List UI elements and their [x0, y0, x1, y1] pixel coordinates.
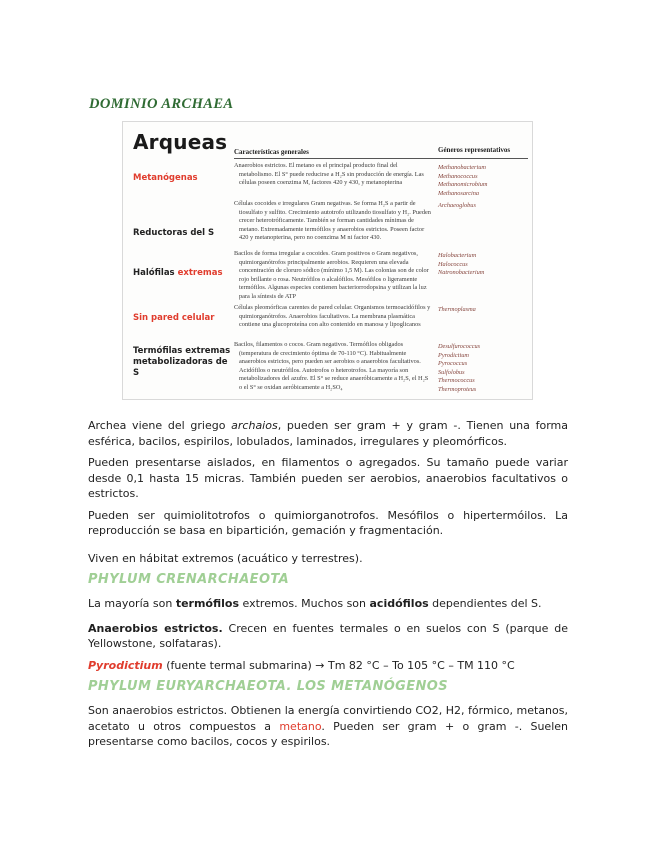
row-characteristics-halofilas: Bacilos de forma irregular a cocoides. Gram positivos o Gram negativos, quimiorganótrofos principalmente aerobios. Requieren una elevada concentración de cloruro sódico (mínimo 1,5 M). Las colonias son de color rojo brillante o rosa. Neutrófilos o alcalófilos. Mesófilos o ligeramente termófilos. Algunas especies contienen bacteriorrodopsina y utilizan la luz para la síntesis de ATP: [234, 250, 429, 300]
row-label-reductoras: [133, 228, 231, 239]
paragraph-text: extremos. Muchos son: [239, 597, 370, 610]
row-label-metanogenas: [133, 173, 231, 184]
bold-term-termofilos: termófilos: [175, 597, 240, 610]
row-genera-termofilas: Desulfurococcus Pyrodictium Pyrococcus Sulfolobus Thermococcus Thermoproteus: [438, 343, 481, 393]
paragraph-text: (fuente termal submarina) → Tm 82 °C – To 105 °C – TM 110 °C: [162, 658, 515, 672]
paragraph-text: Son anaerobios estrictos. Obtienen la energía convirtiendo CO2, H2, fórmico, metanos, acetato u otros compuestos a: [88, 704, 568, 733]
paragraph-habitat: Viven en hábitat extremos (acuático y terrestres).: [88, 551, 363, 565]
row-genera-halofilas: Halobacterium Halococcus Natronobacterium: [438, 252, 485, 277]
row-genera-sin-pared: Thermoplasma: [438, 306, 476, 313]
bold-term-anaerobios: Anaerobios estrictos.: [88, 621, 223, 635]
column-header-genera: Géneros representativos: [438, 146, 511, 154]
paragraph-metanogenos: [88, 703, 568, 750]
paragraph-pyrodictium: [88, 658, 568, 674]
row-label-halofilas: [133, 268, 231, 279]
row-label-red-text: extremas: [177, 268, 223, 278]
row-label-text: Reductoras del S: [133, 228, 215, 238]
paragraph-presentacion: Pueden presentarse aislados, en filamentos o agregados. Su tamaño puede variar desde 0,1 hasta 15 micras. También pueden ser aerobios, anaerobios facultativos o estrictos.: [88, 456, 568, 500]
row-label-text: Termófilas extremas metabolizadoras de S: [133, 346, 231, 378]
header-rule: [234, 158, 528, 159]
paragraph-text: . Pueden ser gram + o gram -. Suelen presentarse como bacilos, cocos y espirilos.: [88, 719, 568, 748]
row-label-text: Halófilas: [133, 268, 178, 278]
paragraph-text: Archea viene del griego: [88, 419, 232, 432]
heading-phylum-euryarchaeota: PHYLUM EURYARCHAEOTA. LOS METANÓGENOS: [88, 679, 449, 694]
row-characteristics-metanogenas: Anaerobios estrictos. El metano es el principal producto final del metabolismo. El S° puede reducirse a H₂S sin producción de energía. Las células poseen coenzima M, factores 420 y 430, y metanopterina: [234, 162, 424, 187]
archaea-table-figure: [122, 121, 533, 400]
page-title: DOMINIO ARCHAEA: [89, 96, 234, 112]
genus-pyrodictium: Pyrodictium: [88, 658, 163, 672]
body-text: [88, 418, 568, 756]
row-label-red-text: Metanógenas: [133, 173, 198, 183]
row-label-sin-pared: [133, 313, 231, 324]
row-characteristics-termofilas: Bacilos, filamentos o cocos. Gram negativos. Termófilos obligados (temperatura de crecimiento óptima de 70-110 °C). Habitualmente anaerobios estrictos, pero pueden ser aerobios o anaerobios facultativos. Acidófilos o neutrófilos. Autotrofos o heterotrofos. La mayoría son metabolizadores del azufre. El S° se reduce anaeróbicamente a H₂S, el H₂S o el S° se oxidan aeróbicamente a H₂SO₄: [234, 341, 429, 391]
row-characteristics-reductoras: Células cocoides e irregulares Gram negativas. Se forma H₂S a partir de tiosulfato y sulfito. Crecimiento autotrofo utilizando tiosulfato y H₂. Pueden crecer heterotróficamente. También se forman cantidades mínimas de metano. Extremadamente termófilos y anaerobios estrictos. Poseen factor 420 y metanopterina, pero no coenzima M ni factor 430.: [234, 200, 431, 242]
heading-phylum-crenarchaeota: PHYLUM CRENARCHAEOTA: [88, 572, 290, 587]
figure-title: Arqueas: [133, 130, 228, 154]
row-genera-metanogenas: Methanobacterium Methanococcus Methanomicrobium Methanosarcina: [438, 164, 488, 197]
row-label-red-text: Sin pared celular: [133, 313, 215, 323]
paragraph-text: La mayoría son: [88, 597, 176, 610]
paragraph-metabolismo: Pueden ser quimiolitotrofos o quimiorganotrofos. Mesófilos o hipertermóilos. La reproducción se basa en bipartición, gemación y fragmentación.: [88, 508, 568, 537]
paragraph-italic-term: archaios: [231, 419, 278, 432]
row-label-termofilas: [133, 346, 231, 379]
red-term-metano: metano: [279, 719, 322, 733]
paragraph-text: dependientes del S.: [428, 597, 542, 610]
paragraph-termofilos: [88, 596, 568, 612]
row-characteristics-sin-pared: Células pleomórficas carentes de pared celular. Organismos termoacidófilos y quimiorganótrofos. Anaerobios facultativos. La membrana plasmática contiene una glucoproteína con alto contenido en manosa y lipoglicanos: [234, 304, 431, 329]
paragraph-text: , pueden ser gram + y gram -. Tienen una forma esférica, bacilos, espirilos, lobulados, laminados, irregulares y pleomórficos.: [88, 419, 568, 448]
row-genera-reductoras: Archaeoglobus: [438, 202, 476, 209]
column-header-characteristics: Características generales: [234, 148, 309, 156]
bold-term-acidofilos: acidófilos: [369, 597, 429, 610]
paragraph-archea-origin: [88, 418, 568, 449]
paragraph-text: Crecen en fuentes termales o en suelos con S (parque de Yellowstone, solfataras).: [88, 621, 569, 650]
paragraph-anaerobios: [88, 621, 568, 652]
